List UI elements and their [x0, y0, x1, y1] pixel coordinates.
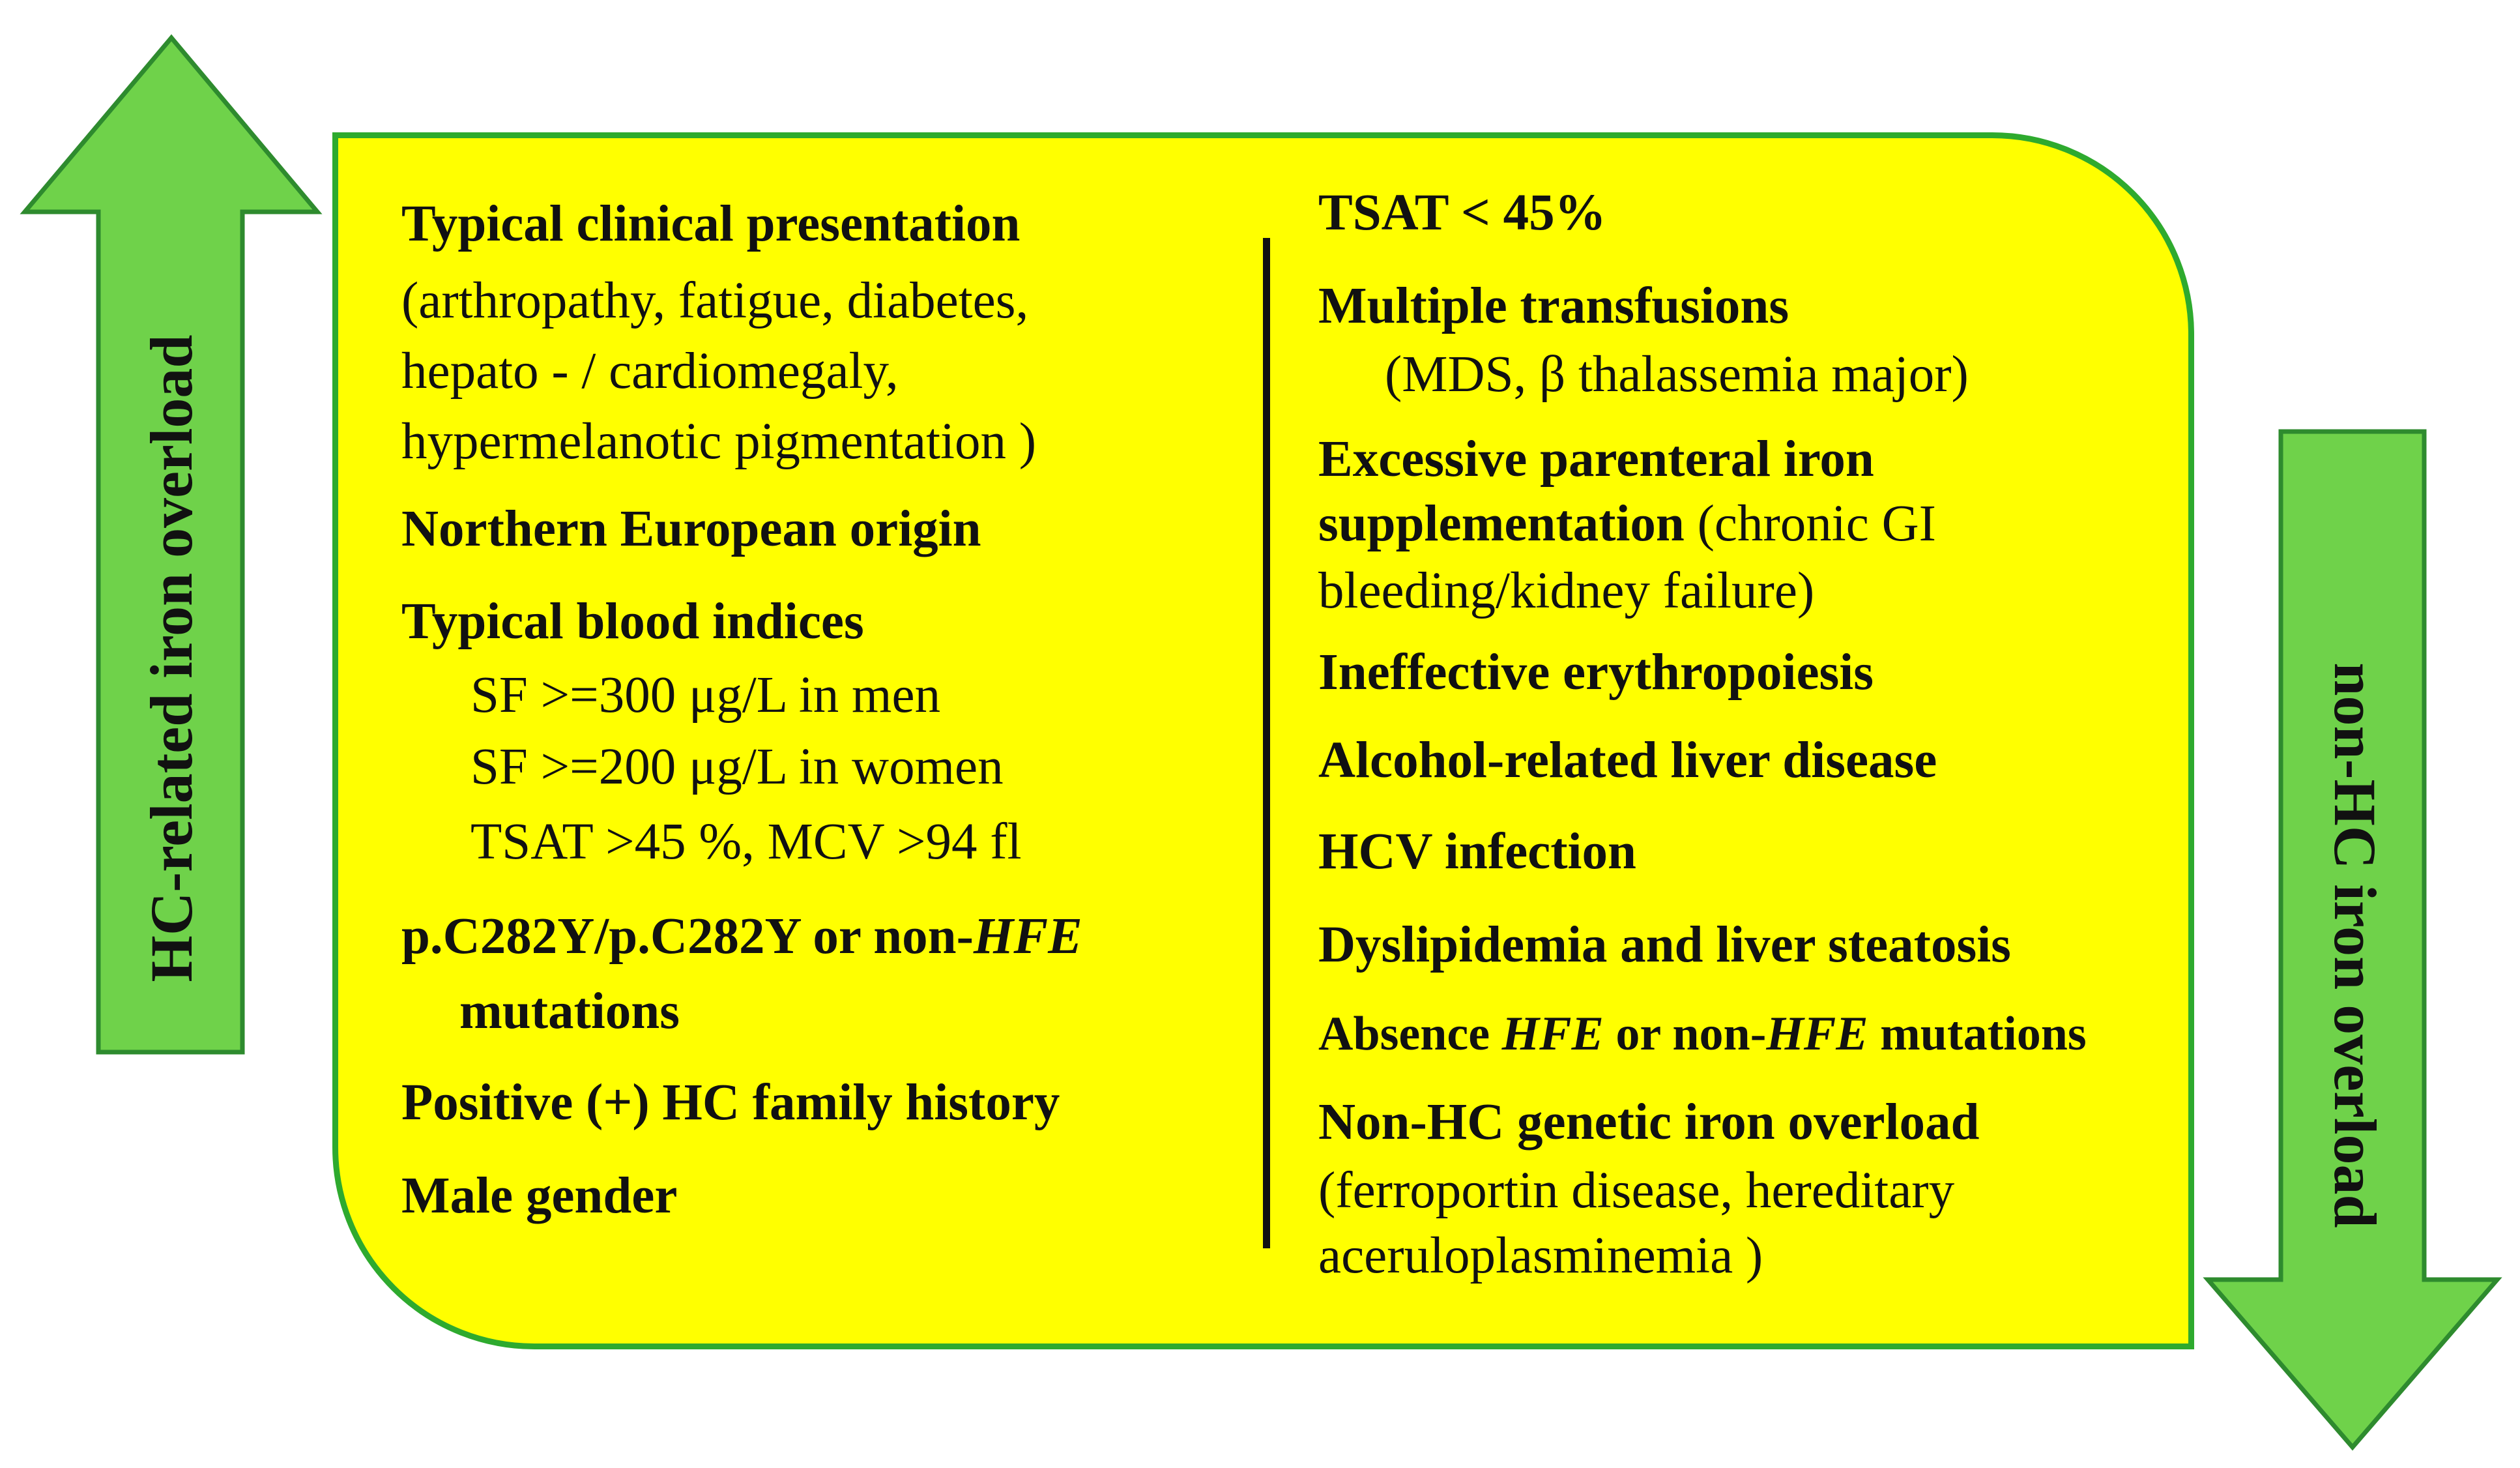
- clinical-presentation-line-3: hypermelanotic pigmentation ): [401, 413, 1037, 470]
- hfe-mutation-prefix: p.C282Y/p.C282Y or non-: [401, 908, 974, 965]
- hfe-gene: HFE: [973, 908, 1082, 965]
- absence-gene-1: HFE: [1501, 1007, 1604, 1061]
- ineffective-erythropoiesis: Ineffective erythropoiesis: [1318, 644, 1874, 701]
- transfusions-detail: (MDS, β thalassemia major): [1385, 346, 1969, 403]
- absence-prefix: Absence: [1318, 1007, 1502, 1061]
- parenteral-detail-1: (chronic GI: [1697, 495, 1936, 552]
- column-divider: [1263, 238, 1270, 1248]
- hfe-mutation-suffix: mutations: [459, 983, 680, 1040]
- clinical-presentation-line-2: hepato - / cardiomegaly,: [401, 343, 899, 400]
- genetic-detail-1: (ferroportin disease, hereditary: [1318, 1162, 1955, 1219]
- northern-european-origin: Northern European origin: [401, 501, 981, 557]
- parenteral-detail-2: bleeding/kidney failure): [1318, 563, 1815, 619]
- absence-mid: or non-: [1603, 1007, 1767, 1061]
- absence-suffix: mutations: [1868, 1007, 2087, 1061]
- clinical-presentation-line-1: (arthropathy, fatigue, diabetes,: [401, 272, 1029, 329]
- clinical-presentation-title: Typical clinical presentation: [401, 196, 1021, 252]
- alcohol-liver-disease: Alcohol-related liver disease: [1318, 732, 1937, 789]
- multiple-transfusions: Multiple transfusions: [1318, 278, 1789, 334]
- dyslipidemia: Dyslipidemia and liver steatosis: [1318, 917, 2011, 973]
- parenteral-iron-title: Excessive parenteral iron: [1318, 431, 1874, 488]
- blood-indices-title: Typical blood indices: [401, 593, 864, 650]
- tsat-below: TSAT < 45%: [1318, 184, 1606, 241]
- parenteral-iron-line-2: [1318, 490, 1936, 558]
- absence-hfe-mutations: [1318, 1003, 2087, 1066]
- genetic-detail-2: aceruloplasminemia ): [1318, 1227, 1763, 1284]
- sf-women: SF >=200 μg/L in women: [471, 739, 1004, 795]
- family-history: Positive (+) HC family history: [401, 1074, 1060, 1131]
- supplementation: supplementation: [1318, 495, 1685, 552]
- sf-men: SF >=300 μg/L in men: [471, 667, 941, 724]
- absence-gene-2: HFE: [1766, 1007, 1868, 1061]
- male-gender: Male gender: [401, 1167, 678, 1224]
- hcv-infection: HCV infection: [1318, 823, 1636, 880]
- hfe-mutation-line: [401, 903, 1082, 971]
- tsat-mcv: TSAT >45 %, MCV >94 fl: [471, 814, 1022, 870]
- non-hc-label: non-HC iron overload: [2322, 662, 2388, 1228]
- non-hc-genetic-title: Non-HC genetic iron overload: [1318, 1094, 1980, 1151]
- hc-related-label: HC-related iron overload: [138, 334, 205, 982]
